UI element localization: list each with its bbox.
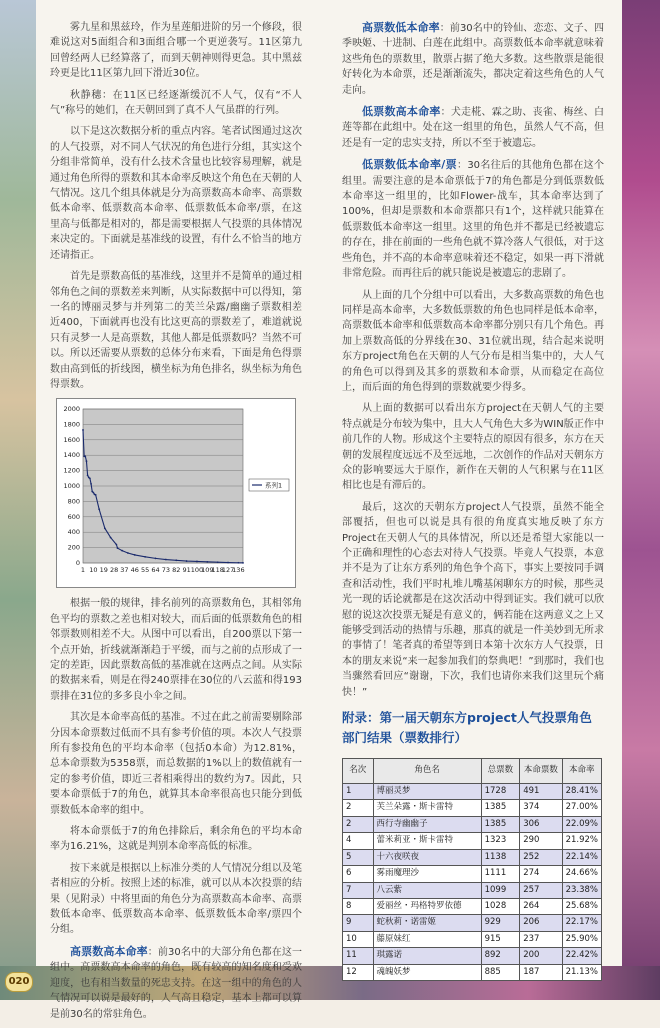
paragraph-grouping: 以下是这次数据分析的重点内容。笔者试图通过这次的人气投票，对不同人气状况的角色进行分组，其实这个分组非常简单，没有什么技术含量也比较容易理解，就是通过角色所得的票数和其本命率反映这个角色在天朝的人气情况。这几个组具体就是分为高票数高本命率、高票数低本命率、低票数高本命率、低票数低本命率/票，在这里高与低都是相对的，都是需要根据人气投票的具体情况来决定的。下面就是基准线的设置，有什么不恰当的地方还请指正。 <box>50 126 302 261</box>
chart-svg <box>57 399 295 587</box>
cell-name: 琪露诺 <box>373 948 481 964</box>
y-tick-label: 1000 <box>63 482 80 491</box>
header-honmei: 本命票数 <box>520 759 562 784</box>
cell-rank: 5 <box>343 849 374 865</box>
cell-total: 1323 <box>481 833 520 849</box>
paragraph-rate-average: 将本命票低于7的角色排除后，剩余角色的平均本命率为16.21%，这就是判别本命率高低的标准。 <box>50 826 302 853</box>
cell-rank: 6 <box>343 866 374 882</box>
paragraph-group-low-high <box>342 104 604 151</box>
paragraph-features: 从上面的数据可以看出东方project在天朝人气的主要特点就是分布较为集中，且大人气角色大多为WIN版正作中前几作的人物。形成这个主要特点的原因有很多，东方在天朝的发展程度远远不及至远地，二次创作的作品对天朝东方众的影响要远大于原作，新作在天朝的人气积累与在11区相比也是有滞后的。 <box>342 403 604 492</box>
header-name: 角色名 <box>373 759 481 784</box>
table-row <box>343 866 602 882</box>
data-point <box>237 562 239 564</box>
cell-total: 1099 <box>481 882 520 898</box>
cell-honmei: 290 <box>520 833 562 849</box>
paragraph-groups-intro: 按下来就是根据以上标准分类的人气情况分组以及笔者相应的分析。按照上述的标准，就可以从本次投票的结果（见附录）中将里面的角色分为高票数高本命率、高票数低本命率、低票数高本命率、低票数低本命率/票四个分组。 <box>50 862 302 936</box>
cell-total: 1138 <box>481 849 520 865</box>
cell-name: 蕾米莉亚・斯卡雷特 <box>373 833 481 849</box>
cell-total: 885 <box>481 964 520 980</box>
cell-rate: 22.14% <box>562 849 601 865</box>
right-art-border <box>622 0 660 1000</box>
data-point <box>217 562 219 564</box>
cell-rate: 21.13% <box>562 964 601 980</box>
x-tick-label: 37 <box>120 566 129 575</box>
x-tick-label: 46 <box>130 566 139 575</box>
cell-name: 芙兰朵露・斯卡雷特 <box>373 800 481 816</box>
votes-line-chart <box>56 398 296 588</box>
cell-name: 藤原妹红 <box>373 931 481 947</box>
cell-rate: 28.41% <box>562 784 601 800</box>
y-tick-label: 1600 <box>63 436 80 445</box>
y-tick-label: 400 <box>67 528 80 537</box>
y-tick-label: 2000 <box>63 405 80 414</box>
data-point <box>117 548 119 550</box>
data-point <box>110 537 112 539</box>
cell-rank: 4 <box>343 833 374 849</box>
y-tick-label: 1800 <box>63 420 80 429</box>
table-row <box>343 849 602 865</box>
x-tick-label: 118 <box>211 566 224 575</box>
y-tick-label: 600 <box>67 513 80 522</box>
cell-honmei: 491 <box>520 784 562 800</box>
table-body <box>343 784 602 981</box>
x-tick-label: 1 <box>80 566 86 575</box>
data-point <box>144 556 146 558</box>
data-point <box>127 552 129 554</box>
x-tick-label: 55 <box>141 566 150 575</box>
cell-rank: 9 <box>343 915 374 931</box>
data-point <box>227 562 229 564</box>
cell-name: 雾雨魔理沙 <box>373 866 481 882</box>
cell-total: 929 <box>481 915 520 931</box>
x-tick-label: 28 <box>109 566 119 575</box>
header-rank: 名次 <box>343 759 374 784</box>
y-tick-label: 1200 <box>63 466 80 475</box>
table-row <box>343 915 602 931</box>
data-point <box>186 561 188 563</box>
data-point <box>86 461 88 463</box>
group-high-high-label: 高票数高本命率 <box>70 944 148 958</box>
table-row <box>343 784 602 800</box>
paragraph-group-high-high <box>50 944 302 1022</box>
cell-rank: 8 <box>343 898 374 914</box>
x-tick-label: 91 <box>182 566 191 575</box>
cell-name: 西行寺幽幽子 <box>373 816 481 832</box>
group-low-low-label: 低票数低本命率/票 <box>362 158 457 172</box>
data-point <box>206 561 208 563</box>
cell-rank: 12 <box>343 964 374 980</box>
data-point <box>104 528 106 530</box>
cell-honmei: 374 <box>520 800 562 816</box>
legend-label: 系列1 <box>265 481 283 490</box>
cell-rate: 22.42% <box>562 948 601 964</box>
cell-rate: 25.90% <box>562 931 601 947</box>
right-column <box>342 20 604 981</box>
cell-rate: 22.09% <box>562 816 601 832</box>
table-row <box>343 833 602 849</box>
data-point <box>90 483 92 485</box>
cell-rate: 25.68% <box>562 898 601 914</box>
data-point <box>92 492 94 494</box>
y-tick-label: 1400 <box>63 451 80 460</box>
data-point <box>82 429 84 431</box>
cell-rank: 7 <box>343 882 374 898</box>
cell-name: 蛇秋莉・诺雷姬 <box>373 915 481 931</box>
x-tick-label: 82 <box>172 566 181 575</box>
table-row <box>343 800 602 816</box>
y-tick-label: 200 <box>67 543 80 552</box>
cell-rate: 27.00% <box>562 800 601 816</box>
paragraph-rate-threshold: 其次是本命率高低的基准。不过在此之前需要剔除部分因本命票数过低而不具有参考价值的项。本次人气投票所有参投角色的平均本命率（包括0本命）为12.81%，总本命票数为5358票，而总数据的1%以上的数值就有一定的参考价值，即近三者相乘得出的数约为7。因此，只要本命票低于7的角色，就算其本命率很高也只能分到低票数低本命率的组中。 <box>50 712 302 816</box>
cell-honmei: 237 <box>520 931 562 947</box>
cell-total: 1028 <box>481 898 520 914</box>
table-row <box>343 816 602 832</box>
table-row <box>343 964 602 980</box>
page-number: 020 <box>5 972 33 992</box>
cell-honmei: 306 <box>520 816 562 832</box>
left-art-border <box>0 0 36 1000</box>
cell-total: 1728 <box>481 784 520 800</box>
x-tick-label: 127 <box>221 566 235 575</box>
table-header-row <box>343 759 602 784</box>
cell-rate: 22.17% <box>562 915 601 931</box>
data-point <box>95 494 97 496</box>
x-tick-label: 109 <box>201 566 214 575</box>
data-point <box>115 544 117 546</box>
results-table <box>342 758 602 981</box>
group-high-low-label: 高票数低本命率 <box>362 21 440 34</box>
data-point <box>196 561 198 563</box>
data-point <box>84 456 86 458</box>
x-tick-label: 73 <box>161 566 171 575</box>
paragraph-chart-analysis: 根据一般的规律，排名前列的高票数角色，其相邻角色平均的票数之差也相对较大，而后面的低票数角色的相邻票数则相差不大。从图中可以看出，自200票以下第一个点开始，折线就渐渐趋于平缓，而与之前的点形成了一定的差距，因此票数高低的基准就在这两点之间。从实际的数据来看，则是在得240票排在30位的八云蓝和得193票排在31位的多多良小伞之间。 <box>50 598 302 702</box>
group-low-high-label: 低票数高本命率 <box>362 105 441 119</box>
appendix-title: 附录：第一届天朝东方project人气投票角色部门结果（票数排行） <box>342 710 592 746</box>
cell-honmei: 252 <box>520 849 562 865</box>
data-point <box>165 559 167 561</box>
cell-rank: 2 <box>343 816 374 832</box>
left-column <box>50 20 302 1028</box>
cell-honmei: 187 <box>520 964 562 980</box>
table-row <box>343 898 602 914</box>
cell-rate: 21.92% <box>562 833 601 849</box>
data-point <box>134 554 136 556</box>
aki-label: 秋静穗 <box>70 89 103 101</box>
cell-name: 爱丽丝・玛格特罗依德 <box>373 898 481 914</box>
x-tick-label: 100 <box>190 566 204 575</box>
cell-honmei: 274 <box>520 866 562 882</box>
group-low-high-text: ：犬走椛、霖之助、丧雀、梅丝、白莲等都在此组中。处在这一组里的角色，虽然人气不高，但还是有一定的忠实支持，所以不至于被遗忘。 <box>342 107 605 149</box>
data-point <box>87 475 89 477</box>
paragraph-group-high-low <box>342 20 604 98</box>
cell-name: 八云紫 <box>373 882 481 898</box>
group-high-high-text: ：前30名中的大部分角色都在这一组中。高票数高本命率的角色，既有较高的知名度和受欢迎度，也有相当数量的死忠支持。在这一组中的角色的人气情况可以说是最好的，人气高且稳定，基本上都可以算是前30名的常驻角色。 <box>50 946 303 1020</box>
cell-honmei: 257 <box>520 882 562 898</box>
x-tick-label: 19 <box>99 566 108 575</box>
cell-honmei: 206 <box>520 915 562 931</box>
cell-rate: 23.38% <box>562 882 601 898</box>
paragraph-intro: 雾九星和黑兹玲，作为星莲船进阶的另一个修段，很难说这对5面组合和3面组合哪一个更逆袭写。11区第九回曾经两人已经算落了，而到天朝神则得更急。其中黑兹玲更是比11区第九回下滑近30位。 <box>50 22 302 80</box>
paragraph-threshold: 首先是票数高低的基准线，这里并不是简单的通过相邻角色之间的票数差来判断，从实际数据中可以得知，第一名的博丽灵梦与并列第二的芙兰朵露/幽幽子票数相差近400，下面就再也没有比这更高的票数差了，难道就说只有灵梦一人是高票数，其他人都是低票数吗？当然不可以。所以还需要从票数的总体分布来看，下面是角色得票数由高到低的折线图，横坐标为角色排名，纵坐标为角色得票数。 <box>50 271 302 390</box>
paragraph-conclusion: 最后，这次的天朝东方project人气投票，虽然不能全部覆括，但也可以说是具有很的角度真实地反映了东方Project在天朝人气的具体情况，所以还是希望大家能以一个正确和理性的心态去对待人气投票。毕竟人气投票，本意并不是为了让东方系列的角色争个高下，事实上要按同手调查和活动性，我们平时札堆儿嘴基闲聊东方的时候，那些灵光一现的话论就都是在这次活动中得到证实。我们就可以欣慰的说这次投票无疑是有意义的，俩若能在这两意义之上又能够受到活动的热情与乐趣，那真的就是一件美妙到无所求的事情了！笔者真的希望等到日本第十次东方人气投票，日本的朋友来说“来一起参加我们的祭典吧！”到那时，我们也当骤然看回应“谢谢，下次，我们也请你来我们这里玩个痛快！” <box>342 501 604 698</box>
aki-text: ：在11区已经逐渐缓沉不人气，仅有“不人气”称号的她们，在天朝回到了真不人气虽群的行列。 <box>50 89 303 117</box>
data-point <box>242 562 244 564</box>
cell-rate: 24.66% <box>562 866 601 882</box>
cell-rank: 2 <box>343 800 374 816</box>
y-tick-label: 0 <box>75 559 80 568</box>
data-point <box>89 478 91 480</box>
data-point <box>98 509 100 511</box>
cell-total: 1385 <box>481 800 520 816</box>
cell-name: 博丽灵梦 <box>373 784 481 800</box>
cell-honmei: 200 <box>520 948 562 964</box>
cell-rank: 1 <box>343 784 374 800</box>
cell-rank: 10 <box>343 931 374 947</box>
cell-name: 魂魄妖梦 <box>373 964 481 980</box>
cell-rank: 11 <box>343 948 374 964</box>
x-tick-label: 136 <box>232 566 245 575</box>
x-tick-label: 10 <box>89 566 98 575</box>
x-tick-label: 64 <box>151 566 160 575</box>
cell-name: 十六夜咲夜 <box>373 849 481 865</box>
table-row <box>343 931 602 947</box>
header-rate: 本命率 <box>562 759 601 784</box>
header-total: 总票数 <box>481 759 520 784</box>
data-point <box>155 558 157 560</box>
table-row <box>343 882 602 898</box>
cell-total: 892 <box>481 948 520 964</box>
cell-honmei: 264 <box>520 898 562 914</box>
data-point <box>175 560 177 562</box>
cell-total: 1111 <box>481 866 520 882</box>
cell-total: 915 <box>481 931 520 947</box>
y-tick-label: 800 <box>67 497 80 506</box>
table-row <box>343 948 602 964</box>
group-high-low-text: ：前30名中的铃仙、恋恋、文子、四季映姬、十进制、白莲在此组中。高票数低本命率就意味着这些角色的票数里，散票占据了绝大多数。这些散票是能很好转化为本命票，还是渐渐流失，都决定着这些角色的人气走向。 <box>342 23 605 96</box>
data-point <box>121 550 123 552</box>
paragraph-aki <box>50 88 302 119</box>
cell-total: 1385 <box>481 816 520 832</box>
paragraph-group-low-low <box>342 157 604 281</box>
paragraph-distribution: 从上面的几个分组中可以看出，大多数高票数的角色也同样是高本命率，大多数低票数的角色也同样是低本命率，高票数低本命率和低票数高本命率都分别只有几个角色。再加上票数高低的分界线在30、31位就出现，结合起来说明东方project角色在天朝的人气分布是相当集中的，大人气的角色可以得到及其多的票数和本命票，从而稳定在高位上，而后面的角色得到的票数就要少得多。 <box>342 289 604 393</box>
group-low-low-text: ：30名往后的其他角色都在这个组里。需要注意的是本命票低于7的角色都是分到低票数低本命率这一组里的，比如Flower-战车，其本命率达到了100%，但却是票数和本命票都只有1个，这样就只能算在低票数低本命率这一组里。这里的角色并不都是已经被遗忘的存在，排在前面的一些角色就不算冷落人气很低，对于这些角色，并不高的本命率意味着还不稳定，如果一再下滑就非常危险。而再往后的就只能说是被遗忘的悲剧了。 <box>342 160 604 280</box>
